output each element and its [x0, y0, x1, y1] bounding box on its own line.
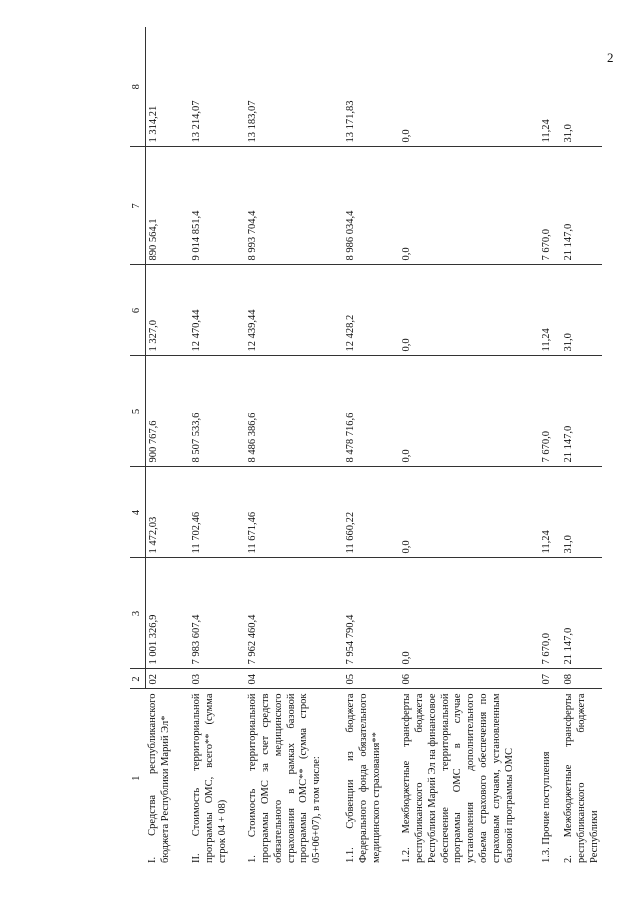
row-label: 1.1. Субвенции из бюджета Федерального фонда обязательного медицинского страхования**	[343, 689, 399, 867]
table-cell: 1 001 326,9	[145, 558, 189, 669]
table-cell: 11,24	[539, 265, 561, 356]
table-cell: 11,24	[539, 467, 561, 558]
table-cell: 31,0	[561, 265, 601, 356]
table-row	[561, 27, 601, 867]
table-row	[189, 27, 245, 867]
row-label: II. Стоимость территориальной программы ОМС, всего** (сумма строк 04 + 08)	[189, 689, 245, 867]
table-cell: 1 472,03	[145, 467, 189, 558]
table-cell: 7 954 790,4	[343, 558, 399, 669]
table-cell: 0,0	[399, 467, 539, 558]
table-cell: 900 767,6	[145, 356, 189, 467]
row-label: I. Средства республиканского бюджета Республики Марий Эл*	[145, 689, 189, 867]
table-cell: 9 014 851,4	[189, 147, 245, 265]
table-cell: 7 670,0	[539, 558, 561, 669]
table-cell: 8 486 386,6	[245, 356, 343, 467]
financing-table	[130, 27, 602, 867]
table-cell: 31,0	[561, 467, 601, 558]
column-number: 5	[130, 356, 145, 467]
table-cell: 21 147,0	[561, 356, 601, 467]
row-label: 1. Стоимость территориальной программы ОМС за счет средств обязательного медицинского страхования в рамках базовой программы ОМС** (сумма строк 05+06+07), в том числе:	[245, 689, 343, 867]
table-cell: 7 670,0	[539, 147, 561, 265]
table-cell: 7 962 460,4	[245, 558, 343, 669]
row-code: 07	[539, 669, 561, 689]
table-cell: 0,0	[399, 558, 539, 669]
row-code: 04	[245, 669, 343, 689]
table-cell: 7 983 607,4	[189, 558, 245, 669]
table-cell: 12 439,44	[245, 265, 343, 356]
table-cell: 13 171,83	[345, 100, 357, 143]
table-row	[145, 27, 189, 867]
row-label: 1.2. Межбюджетные трансферты республиканского бюджета Республики Марий Эл на финансовое обеспечение территориальной программы ОМС в случае установления дополнительного объема страхового обеспечения по страховым случаям, установленным базовой программы ОМС	[399, 689, 539, 867]
table-cell: 12 428,2	[343, 265, 399, 356]
row-code: 06	[399, 669, 539, 689]
table-cell: 8 993 704,4	[245, 147, 343, 265]
table-cell: 11 660,22	[343, 467, 399, 558]
row-code: 05	[343, 669, 399, 689]
table-cell: 0,0	[399, 147, 539, 265]
table-cell: 12 470,44	[189, 265, 245, 356]
table-cell: 890 564,1	[145, 147, 189, 265]
table-cell: 0,0	[399, 265, 539, 356]
table-cell: 0,0	[399, 356, 539, 467]
column-number-row	[130, 27, 145, 867]
column-number: 2	[130, 669, 145, 689]
table-row	[539, 27, 561, 867]
table-cell: 31,0	[563, 124, 575, 143]
table-cell: 0,0	[401, 129, 413, 143]
table-cell: 11 702,46	[189, 467, 245, 558]
table-cell: 21 147,0	[561, 558, 601, 669]
column-number: 1	[130, 689, 145, 867]
page-number: 2	[607, 50, 614, 65]
row-code: 08	[561, 669, 601, 689]
column-number: 6	[130, 265, 145, 356]
table-row	[343, 27, 399, 867]
column-number: 7	[130, 147, 145, 265]
table-cell: 13 214,07	[191, 100, 203, 143]
table-cell: 11 671,46	[245, 467, 343, 558]
table-cell: 21 147,0	[561, 147, 601, 265]
table-cell: 1 314,21	[147, 105, 159, 143]
row-label: 2. Межбюджетные трансферты республиканского бюджета Республики	[561, 689, 601, 867]
table-cell: 7 670,0	[539, 356, 561, 467]
table-cell: 11,24	[541, 119, 553, 143]
table-row	[245, 27, 343, 867]
column-number: 3	[130, 558, 145, 669]
table-cell: 8 478 716,6	[343, 356, 399, 467]
row-code: 02	[145, 669, 189, 689]
table-cell: 8 507 533,6	[189, 356, 245, 467]
column-number: 4	[130, 467, 145, 558]
column-number: 8	[130, 27, 145, 147]
row-code: 03	[189, 669, 245, 689]
table-cell: 13 183,07	[247, 100, 259, 143]
row-label: 1.3. Прочие поступления	[539, 689, 561, 867]
table-cell: 8 986 034,4	[343, 147, 399, 265]
table-row	[399, 27, 539, 867]
table-cell: 1 327,0	[145, 265, 189, 356]
